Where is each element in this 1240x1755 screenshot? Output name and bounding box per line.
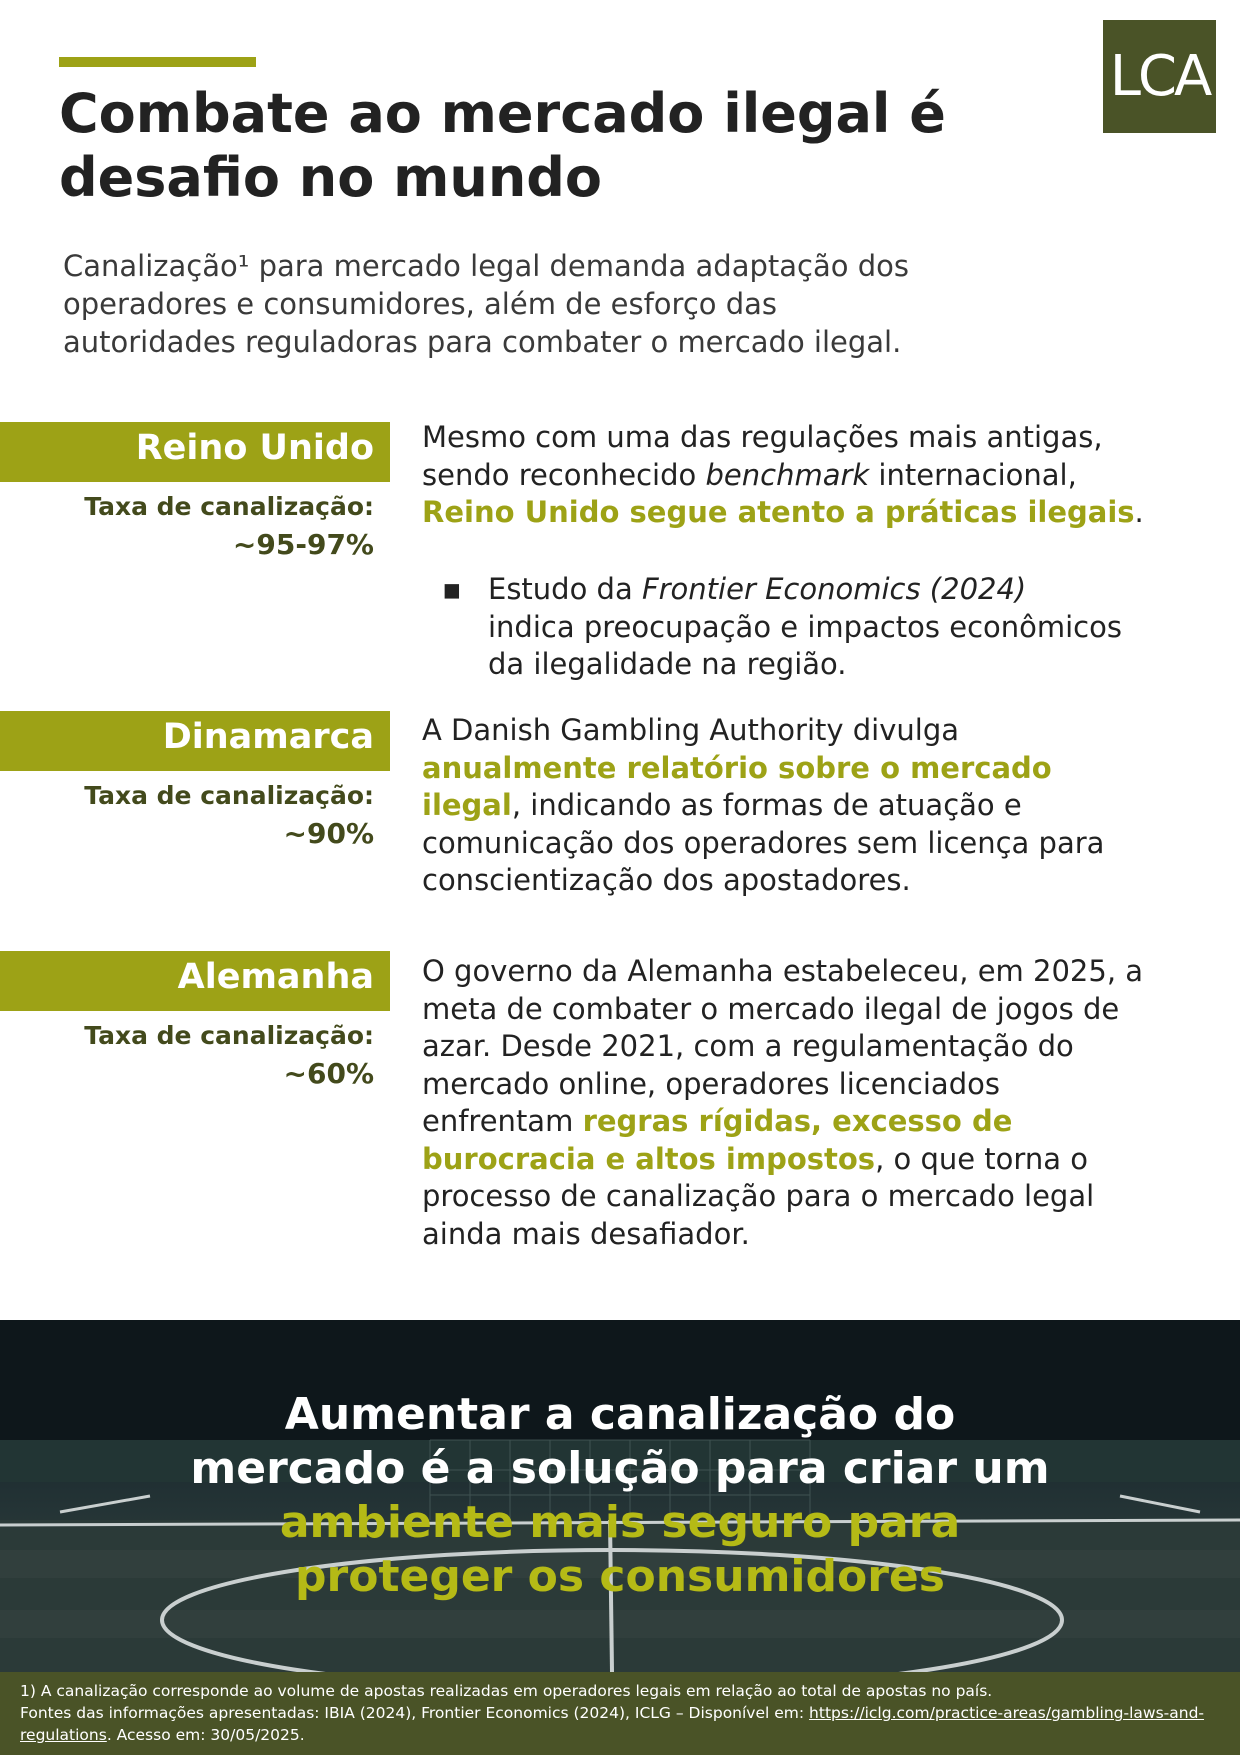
iclg-link[interactable]: https://iclg.com/practice-areas/gambling-laws-and-regulations: [20, 1704, 1205, 1744]
highlight-text: anualmente relatório sobre o mercado ilegal: [422, 750, 1052, 822]
country-name: Dinamarca: [162, 717, 374, 757]
banner-line-2: mercado é a solução para criar um: [190, 1443, 1050, 1494]
subtitle-line-2: operadores e consumidores, além de esforço das: [63, 287, 778, 321]
title-line-1: Combate ao mercado ilegal é: [59, 82, 946, 145]
footnote: 1) A canalização corresponde ao volume de apostas realizadas em operadores legais em relação ao total de apostas no país.: [20, 1682, 993, 1700]
rate-label: Taxa de canalização:: [84, 492, 374, 521]
country-band-dinamarca: [0, 711, 390, 771]
country-description: O governo da Alemanha estabeleceu, em 2025, a meta de combater o mercado ilegal de jogos de azar. Desde 2021, com a regulamentação do mercado online, operadores licenciados enfrentam regras rígidas, excesso de burocracia e altos impostos, o que torna o processo de canalização para o mercado legal ainda mais desafiador.: [422, 954, 1144, 1251]
page-title: [59, 82, 1059, 210]
lca-logo: [1103, 20, 1216, 133]
rate-value: ~60%: [283, 1057, 374, 1090]
country-band-reino-unido: [0, 422, 390, 482]
country-description: A Danish Gambling Authority divulga anualmente relatório sobre o mercado ilegal, indicando as formas de atuação e comunicação dos operadores sem licença para conscientização dos apostadores.: [422, 713, 1105, 897]
rate-value: ~95-97%: [232, 528, 374, 561]
subtitle-line-1: Canalização¹ para mercado legal demanda adaptação dos: [63, 249, 909, 283]
sources-text: Fontes das informações apresentadas: IBIA (2024), Frontier Economics (2024), ICLG – Disponível em:: [20, 1704, 810, 1722]
source-italic: Frontier Economics (2024): [641, 572, 1027, 606]
country-band-alemanha: [0, 951, 390, 1011]
bullet-item: ▪ Estudo da Frontier Economics (2024) indica preocupação e impactos econômicos da ilegalidade na região.: [442, 572, 1122, 681]
stadium-banner: [0, 1320, 1240, 1672]
banner-message: [0, 1388, 1240, 1604]
rate-value: ~90%: [283, 817, 374, 850]
country-name: Alemanha: [177, 957, 374, 997]
access-date: . Acesso em: 30/05/2025.: [106, 1726, 305, 1744]
title-line-2: desafio no mundo: [59, 146, 603, 209]
banner-line-3: ambiente mais seguro para: [279, 1497, 961, 1548]
benchmark-italic: benchmark: [705, 457, 870, 492]
footer-sources: [0, 1672, 1240, 1755]
bullet-square-icon: ▪: [442, 572, 462, 606]
rate-label: Taxa de canalização:: [84, 781, 374, 810]
rate-label: Taxa de canalização:: [84, 1021, 374, 1050]
banner-line-1: Aumentar a canalização do: [284, 1389, 956, 1440]
title-accent-bar: [59, 57, 256, 67]
country-description: Mesmo com uma das regulações mais antigas, sendo reconhecido benchmark internacional, Reino Unido segue atento a práticas ilegais.: [422, 420, 1144, 529]
banner-line-4: proteger os consumidores: [295, 1551, 945, 1602]
highlight-text: regras rígidas, excesso de burocracia e altos impostos: [422, 1104, 1013, 1176]
logo-text: LCA: [1109, 44, 1210, 109]
subtitle-line-3: autoridades reguladoras para combater o mercado ilegal.: [63, 325, 902, 359]
country-name: Reino Unido: [135, 428, 374, 468]
highlight-text: Reino Unido segue atento a práticas ilegais: [422, 495, 1135, 529]
page-subtitle: [63, 247, 1113, 361]
